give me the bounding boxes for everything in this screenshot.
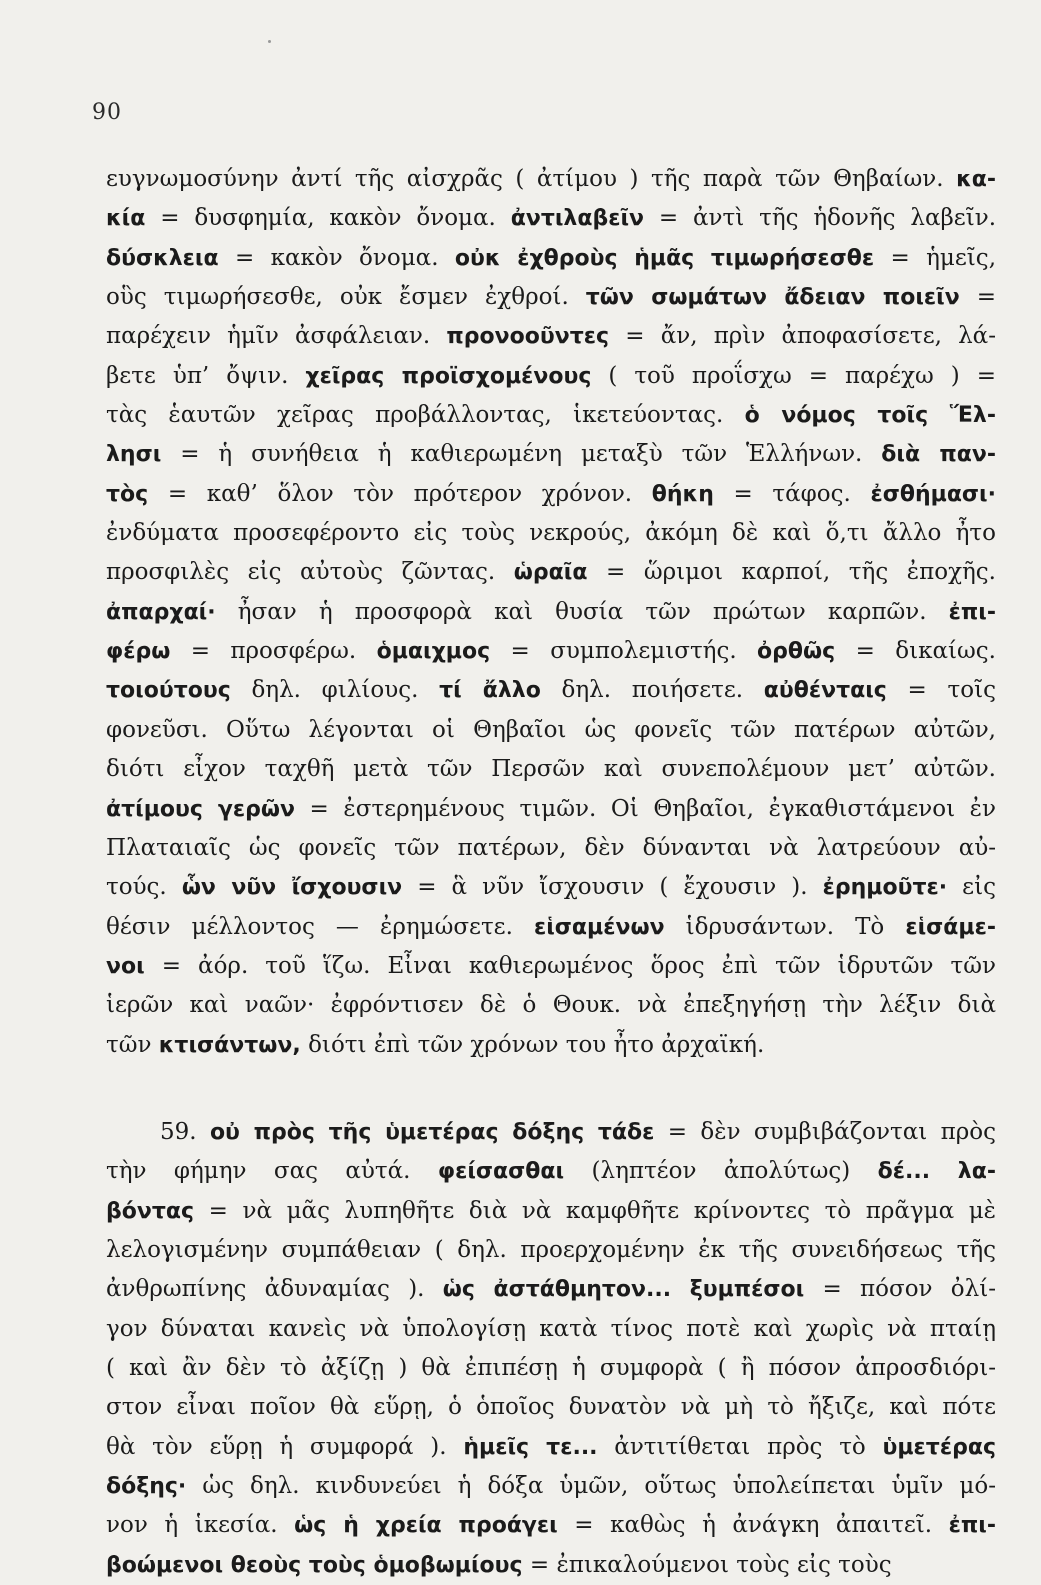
- text-line: [106, 711, 996, 750]
- bold-lemma: βόντας: [106, 1198, 195, 1224]
- bold-lemma: ὡς ἀστάθμητον... ξυμπέσοι: [442, 1277, 805, 1303]
- text-run: = τοῖς: [886, 677, 996, 704]
- text-run: ἀντιτίθεται πρὸς τὸ: [597, 1433, 883, 1460]
- text-line: [106, 947, 996, 986]
- text-line: [106, 829, 996, 868]
- bold-lemma: φέρω: [106, 639, 171, 665]
- paragraph-gap: [106, 1065, 996, 1113]
- text-run: = ἀόρ. τοῦ ἵζω. Εἶναι καθιερωμένος ὅρος ἐπὶ τῶν ἱδρυτῶν τῶν: [144, 952, 996, 979]
- bold-lemma: οὐ πρὸς τῆς ὑμετέρας δόξης τάδε: [209, 1119, 655, 1145]
- text-line: [106, 1467, 996, 1506]
- bold-lemma: κία: [106, 206, 146, 232]
- text-run: = δὲν συμβιβάζονται πρὸς: [654, 1118, 996, 1145]
- text-run: διότι ἐπὶ τῶν χρόνων του ἦτο ἀρχαϊκή.: [300, 1031, 765, 1058]
- text-run: τούς.: [106, 874, 182, 901]
- text-run: ἐνδύματα προσεφέροντο εἰς τοὺς νεκρούς, ἀκόμη δὲ καὶ ὅ,τι ἄλλο ἦτο: [106, 520, 996, 547]
- text-line: [106, 632, 996, 671]
- text-line: [106, 750, 996, 789]
- text-run: τῶν: [106, 1031, 159, 1058]
- text-line: [106, 1026, 996, 1065]
- text-line: [106, 1231, 996, 1270]
- bold-lemma: δέ... λα-: [877, 1159, 996, 1185]
- text-line: [106, 1428, 996, 1467]
- text-line: [106, 317, 996, 356]
- bold-lemma: ἀντιλαβεῖν: [510, 206, 645, 232]
- text-run: ἱερῶν καὶ ναῶν· ἐφρόντισεν δὲ ὁ Θουκ. νὰ ἐπεξηγήσῃ τὴν λέξιν διὰ: [106, 992, 996, 1019]
- text-run: = καθὼς ἡ ἀνάγκη ἀπαιτεῖ.: [557, 1512, 949, 1539]
- bold-lemma: αὐθένταις: [763, 678, 887, 704]
- bold-lemma: θήκη: [651, 481, 714, 507]
- bold-lemma: φείσασθαι: [437, 1159, 565, 1185]
- bold-lemma: κτισάντων,: [158, 1032, 301, 1058]
- bold-lemma: ὁμαιχμος: [376, 639, 491, 665]
- text-line: [106, 1152, 996, 1191]
- text-run: = νὰ μᾶς λυπηθῆτε διὰ νὰ καμφθῆτε κρίνοντες τὸ πρᾶγμα μὲ: [194, 1197, 996, 1224]
- text-run: φονεῦσι. Οὕτω λέγονται οἱ Θηβαῖοι ὡς φονεῖς τῶν πατέρων αὐτῶν,: [106, 716, 996, 743]
- bold-lemma: εἱσάμε-: [905, 914, 996, 940]
- text-run: = προσφέρω.: [170, 638, 377, 665]
- bold-lemma: τὸς: [106, 481, 149, 507]
- bold-lemma: κα-: [956, 167, 996, 192]
- bold-lemma: τῶν σωμάτων ἄδειαν ποιεῖν: [585, 285, 960, 311]
- bold-lemma: ὑμετέρας: [882, 1434, 996, 1460]
- text-line: [106, 1506, 996, 1545]
- text-run: ἀνθρωπίνης ἀδυναμίας ).: [106, 1276, 443, 1303]
- bold-lemma: δόξης·: [106, 1474, 187, 1499]
- text-run: δηλ. φιλίους.: [230, 677, 440, 704]
- text-run: = συμπολεμιστής.: [490, 638, 758, 665]
- bold-lemma: βοώμενοι θεοὺς τοὺς ὁμοβωμίους: [106, 1552, 523, 1578]
- bold-lemma: ὡς ἡ χρεία προάγει: [294, 1513, 558, 1539]
- text-run: οὓς τιμωρήσεσθε, οὐκ ἔσμεν ἐχθροί.: [106, 284, 586, 311]
- text-run: = ἀντὶ τῆς ἡδονῆς λαβεῖν.: [644, 205, 996, 232]
- bold-lemma: λησι: [106, 442, 162, 468]
- dust-mark: [268, 40, 271, 43]
- text-line: [106, 908, 996, 947]
- text-run: = ἡ συνήθεια ἡ καθιερωμένη μεταξὺ τῶν Ἑλλήνων.: [161, 441, 882, 468]
- text-run: ἦσαν ἡ προσφορὰ καὶ θυσία τῶν πρώτων καρπῶν.: [215, 598, 949, 625]
- text-line: [106, 593, 996, 632]
- text-line: [106, 868, 996, 907]
- bold-lemma: ὧν νῦν ἴσχουσιν: [181, 875, 403, 901]
- text-run: = ἄν, πρὶν ἀποφασίσετε, λά-: [609, 323, 996, 350]
- text-run: = τάφος.: [713, 480, 871, 507]
- bold-lemma: τοιούτους: [106, 678, 231, 704]
- text-run: = δυσφημία, κακὸν ὄνομα.: [145, 205, 511, 232]
- bold-lemma: προνοοῦντες: [446, 324, 610, 350]
- bold-lemma: ἡμεῖς τε...: [463, 1434, 598, 1460]
- text-run: λελογισμένην συμπάθειαν ( δηλ. προερχομένην ἐκ τῆς συνειδήσεως τῆς: [106, 1236, 996, 1263]
- bold-lemma: διὰ παν-: [881, 442, 996, 468]
- text-run: =: [959, 284, 996, 311]
- text-line: [106, 160, 996, 199]
- bold-lemma: ὁ νόμος τοῖς Ἕλ-: [744, 403, 996, 429]
- bold-lemma: τί ἄλλο: [439, 678, 541, 704]
- text-run: ( τοῦ προΐσχω = παρέχω ) =: [591, 362, 996, 389]
- text-run: στον εἶναι ποῖον θὰ εὕρῃ, ὁ ὁποῖος δυνατὸν νὰ μὴ τὸ ἤξιζε, καὶ πότε: [106, 1394, 996, 1421]
- text-run: = ἃ νῦν ἴσχουσιν ( ἔχουσιν ).: [402, 874, 823, 901]
- text-line: [106, 239, 996, 278]
- text-run: = ἡμεῖς,: [874, 244, 997, 271]
- text-line: [106, 986, 996, 1025]
- text-line: [106, 1192, 996, 1231]
- text-run: εἰς: [947, 874, 996, 901]
- text-run: ὡς δηλ. κινδυνεύει ἡ δόξα ὑμῶν, οὕτως ὑπολείπεται ὑμῖν μό-: [186, 1473, 996, 1499]
- bold-lemma: ὡραῖα: [513, 560, 588, 586]
- bold-lemma: οὐκ ἐχθροὺς ἡμᾶς τιμωρήσεσθε: [454, 245, 875, 271]
- text-line: [106, 671, 996, 710]
- commentary-text: [106, 160, 996, 1585]
- text-line: [106, 1113, 996, 1152]
- text-run: τὰς ἑαυτῶν χεῖρας προβάλλοντας, ἱκετεύοντας.: [106, 402, 745, 429]
- bold-lemma: εἱσαμένων: [533, 914, 665, 940]
- text-run: = δικαίως.: [835, 638, 996, 665]
- bold-lemma: δύσκλεια: [106, 245, 219, 271]
- text-run: θέσιν μέλλοντος — ἐρημώσετε.: [106, 913, 534, 940]
- text-run: ἱδρυσάντων. Τὸ: [664, 913, 906, 940]
- text-line: [106, 514, 996, 553]
- bold-lemma: ἐρημοῦτε·: [822, 875, 948, 901]
- page-number: 90: [92, 100, 122, 125]
- text-line: [106, 278, 996, 317]
- bold-lemma: ἐσθήμασι·: [870, 481, 996, 507]
- text-run: παρέχειν ἡμῖν ἀσφάλειαν.: [106, 323, 447, 350]
- text-run: = ἐπικαλούμενοι τοὺς εἰς τοὺς: [522, 1551, 892, 1578]
- text-run: ( καὶ ἂν δὲν τὸ ἀξίζῃ ) θὰ ἐπιπέσῃ ἡ συμφορὰ ( ἢ πόσον ἀπροσδιόρι-: [106, 1354, 996, 1381]
- text-run: διότι εἶχον ταχθῆ μετὰ τῶν Περσῶν καὶ συνεπολέμουν μετ’ αὐτῶν.: [106, 756, 996, 783]
- text-run: δηλ. ποιήσετε.: [540, 677, 764, 704]
- text-run: βετε ὑπ’ ὄψιν.: [106, 362, 306, 389]
- text-run: γον δύναται κανεὶς νὰ ὑπολογίσῃ κατὰ τίνος ποτὲ καὶ χωρὶς νὰ πταίῃ: [106, 1315, 996, 1342]
- text-line: [106, 475, 996, 514]
- text-run: νον ἡ ἱκεσία.: [106, 1512, 295, 1539]
- bold-lemma: ἀπαρχαί·: [106, 599, 216, 625]
- text-line: [106, 1349, 996, 1388]
- text-line: [106, 357, 996, 396]
- bold-lemma: ἀτίμους γερῶν: [106, 796, 295, 822]
- text-line: [106, 1546, 996, 1585]
- bold-lemma: ὀρθῶς: [757, 639, 836, 665]
- text-line: [106, 396, 996, 435]
- text-line: [106, 553, 996, 592]
- text-run: = ἐστερημένους τιμῶν. Οἱ Θηβαῖοι, ἐγκαθιστάμενοι ἐν: [294, 795, 997, 822]
- text-run: προσφιλὲς εἰς αὐτοὺς ζῶντας.: [106, 559, 514, 586]
- text-line: [106, 199, 996, 238]
- text-line: [106, 1310, 996, 1349]
- text-run: Πλαταιαῖς ὡς φονεῖς τῶν πατέρων, δὲν δύνανται νὰ λατρεύουν αὐ-: [106, 834, 996, 861]
- text-line: [106, 1388, 996, 1427]
- text-line: [106, 790, 996, 829]
- text-run: θὰ τὸν εὕρῃ ἡ συμφορά ).: [106, 1433, 464, 1460]
- text-run: τὴν φήμην σας αὐτά.: [106, 1158, 438, 1185]
- text-line: [106, 435, 996, 474]
- text-run: = κακὸν ὄνομα.: [218, 244, 455, 271]
- text-run: (ληπτέον ἀπολύτως): [564, 1158, 878, 1185]
- text-run: ευγνωμοσύνην ἀντί τῆς αἰσχρᾶς ( ἀτίμου ) τῆς παρὰ τῶν Θηβαίων.: [106, 166, 957, 192]
- text-line: [106, 1270, 996, 1309]
- text-run: = πόσον ὀλί-: [804, 1276, 996, 1303]
- bold-lemma: ἐπι-: [948, 599, 996, 625]
- bold-lemma: ἐπι-: [948, 1513, 996, 1539]
- text-run: = ὥριμοι καρποί, τῆς ἐποχῆς.: [587, 559, 996, 586]
- text-run: = καθ’ ὅλον τὸν πρότερον χρόνον.: [148, 480, 652, 507]
- bold-lemma: χεῖρας προϊσχομένους: [305, 363, 592, 389]
- bold-lemma: νοι: [106, 953, 145, 979]
- text-run: 59.: [160, 1118, 210, 1145]
